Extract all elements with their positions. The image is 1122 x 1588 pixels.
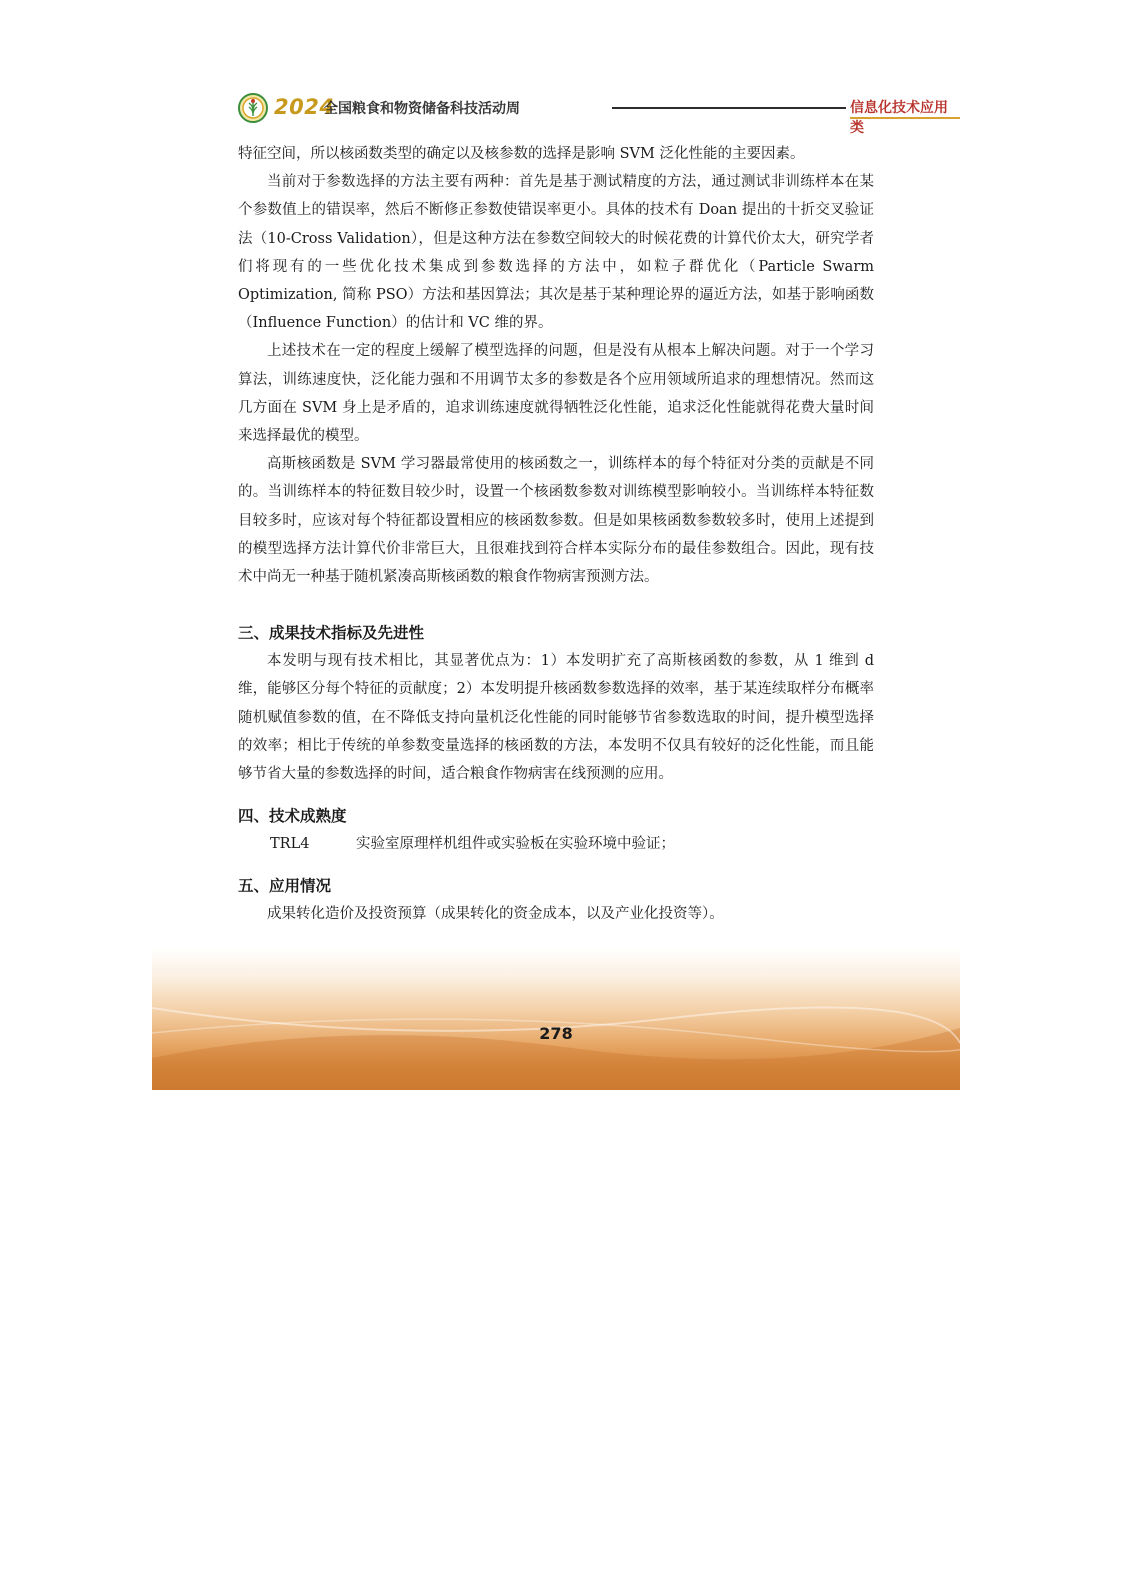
header-category: 信息化技术应用类 [850,100,948,136]
header-event-title: 全国粮食和物资储备科技活动周 [324,101,520,117]
section-heading: 四、技术成熟度 [238,807,347,826]
spacer [238,858,874,872]
trl-row [238,830,874,858]
paragraph: 高斯核函数是 SVM 学习器最常使用的核函数之一，训练样本的每个特征对分类的贡献是不同的。当训练样本的特征数目较少时，设置一个核函数参数对训练模型影响较小。当训练样本特征数目较多时，应该对每个特征都设置相应的核函数参数。但是如果核函数参数较多时，使用上述提到的模型选择方法计算代价非常巨大，且很难找到符合样本实际分布的最佳参数组合。因此，现有技术中尚无一种基于随机紧凑高斯核函数的粮食作物病害预测方法。 [238,456,874,586]
page-number: 278 [539,1024,573,1043]
paragraph: 特征空间，所以核函数类型的确定以及核参数的选择是影响 SVM 泛化性能的主要因素。 [238,146,805,162]
header-divider [612,107,846,109]
spacer [238,591,874,619]
paragraph: 本发明与现有技术相比，其显著优点为：1）本发明扩充了高斯核函数的参数，从 1 维到 d 维，能够区分每个特征的贡献度；2）本发明提升核函数参数选择的效率，基于某连续取样分布概率随机赋值参数的值，在不降低支持向量机泛化性能的同时能够节省参数选取的时间，提升模型选择的效率；相比于传统的单参数变量选择的核函数的方法，本发明不仅具有较好的泛化性能，而且能够节省大量的参数选择的时间，适合粮食作物病害在线预测的应用。 [238,653,874,783]
paragraph: 上述技术在一定的程度上缓解了模型选择的问题，但是没有从根本上解决问题。对于一个学习算法，训练速度快，泛化能力强和不用调节太多的参数是各个应用领域所追求的理想情况。然而这几方面在 SVM 身上是矛盾的，追求训练速度就得牺牲泛化性能，追求泛化性能就得花费大量时间来选择最优的模型。 [238,343,874,445]
footer-decoration [152,948,960,1090]
section-heading: 三、成果技术指标及先进性 [238,624,425,643]
paragraph: 成果转化造价及投资预算（成果转化的资金成本，以及产业化投资等）。 [267,906,724,923]
trl-code: TRL4 [270,836,310,853]
body-content [238,140,874,928]
section-heading: 五、应用情况 [238,877,332,896]
document-page [152,0,960,1090]
page-header [238,93,960,136]
trl-description: 实验室原理样机组件或实验板在实验环境中验证； [356,836,675,853]
header-year: 2024 [274,95,335,119]
paragraph: 当前对于参数选择的方法主要有两种：首先是基于测试精度的方法，通过测试非训练样本在某个参数值上的错误率，然后不断修正参数使错误率更小。具体的技术有 Doan 提出的十折交叉验证法（10-Cross Validation），但是这种方法在参数空间较大的时候花费的计算代价太大，研究学者们将现有的一些优化技术集成到参数选择的方法中，如粒子群优化（Particle Swarm Optimization, 简称 PSO）方法和基因算法；其次是基于某种理论界的逼近方法，如基于影响函数（Influence Function）的估计和 VC 维的界。 [238,174,874,332]
grain-emblem-icon [238,93,268,123]
header-category-underline [850,117,960,119]
spacer [238,788,874,802]
